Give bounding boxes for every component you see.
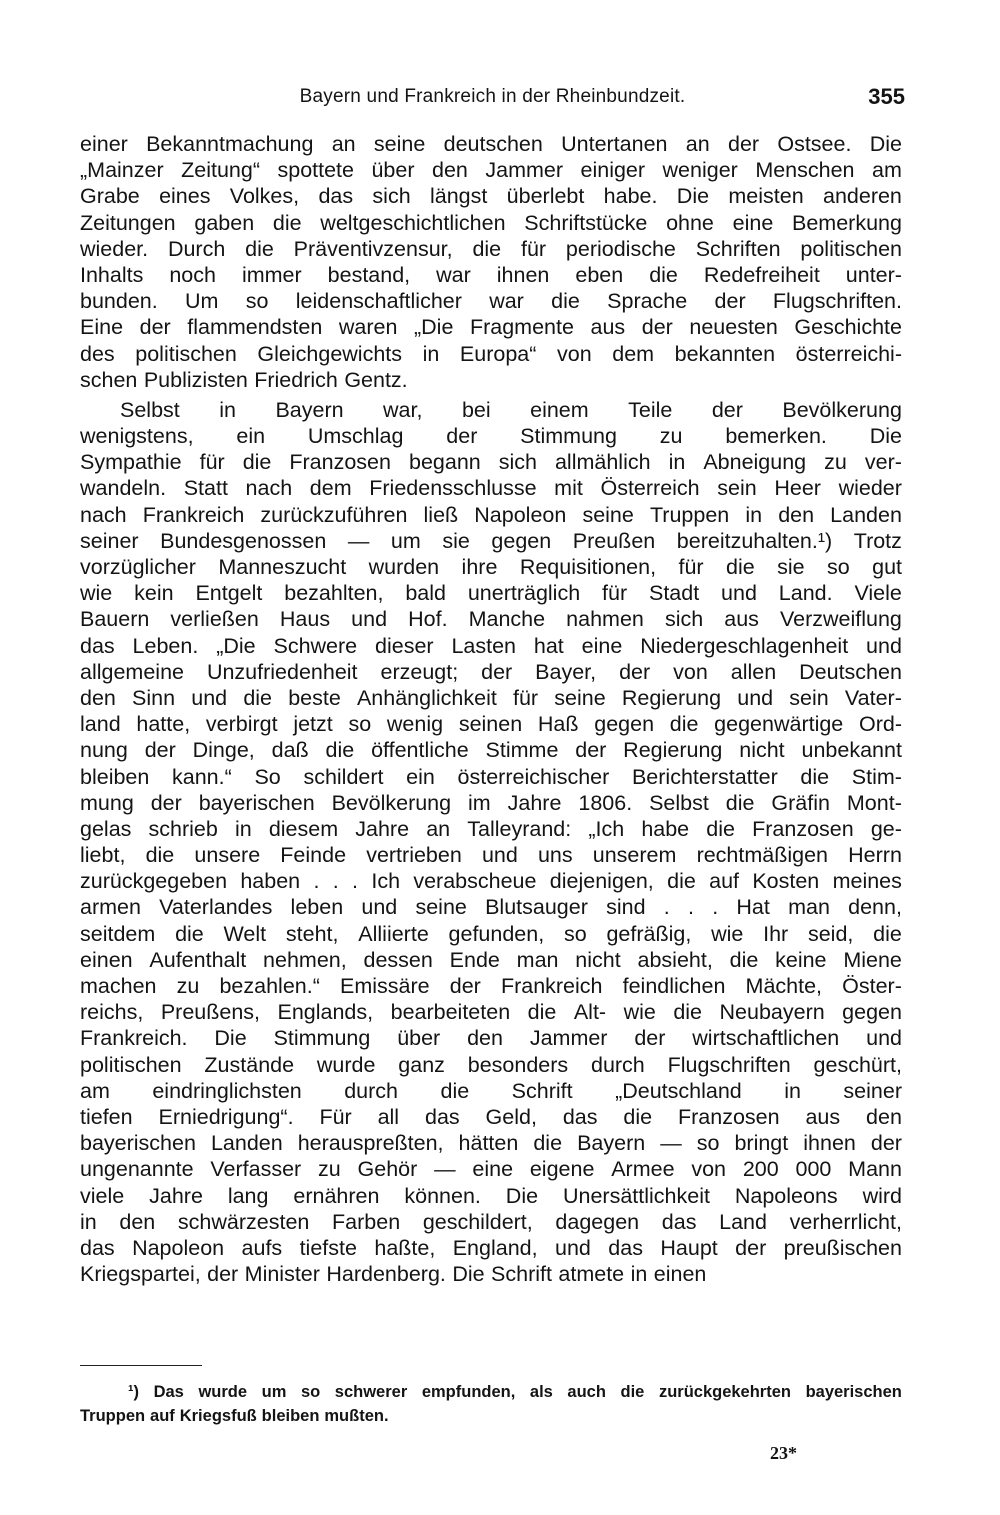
text-line: gelas schrieb in diesem Jahre an Talleyrand: „Ich habe die Franzosen ge-: [80, 816, 902, 841]
text-line: zurückgegeben haben . . . Ich verabscheue diejenigen, die auf Kosten meines: [80, 869, 902, 894]
text-line: Grabe eines Volkes, das sich längst überlebt habe. Die meisten anderen: [80, 184, 902, 209]
text-line: Selbst in Bayern war, bei einem Teile der Bevölkerung: [120, 397, 902, 422]
text-line: wieder. Durch die Präventivzensur, die für periodische Schriften politischen: [80, 236, 902, 261]
text-line: Zeitungen gaben die weltgeschichtlichen Schriftstücke ohne eine Bemerkung: [80, 210, 902, 235]
text-line: einen Aufenthalt nehmen, dessen Ende man nicht absieht, die keine Miene: [80, 947, 902, 972]
text-line: liebt, die unsere Feinde vertrieben und uns unserem rechtmäßigen Herrn: [80, 843, 902, 868]
text-line: politischen Zustände wurde ganz besonders durch Flugschriften geschürt,: [80, 1052, 902, 1077]
text-line: allgemeine Unzufriedenheit erzeugt; der Bayer, der von allen Deutschen: [80, 659, 902, 684]
text-line: nach Frankreich zurückzuführen ließ Napoleon seine Truppen in den Landen: [80, 502, 902, 527]
text-line: Inhalts noch immer bestand, war ihnen eben die Redefreiheit unter-: [80, 262, 902, 287]
footnote-rule: [80, 1365, 202, 1366]
text-line: wandeln. Statt nach dem Friedensschlusse mit Österreich sein Heer wieder: [80, 476, 902, 501]
text-line: seitdem die Welt steht, Alliierte gefunden, so gefräßig, wie Ihr seid, die: [80, 921, 902, 946]
footnote-line: Truppen auf Kriegsfuß bleiben mußten.: [80, 1407, 389, 1425]
text-line: ungenannte Verfasser zu Gehör — eine eigene Armee von 200 000 Mann: [80, 1157, 902, 1182]
text-line: bunden. Um so leidenschaftlicher war die Sprache der Flugschriften.: [80, 289, 902, 314]
running-head: [80, 84, 905, 114]
footnote-line: ¹) Das wurde um so schwerer empfunden, als auch die zurückgekehrten bayerischen: [128, 1383, 902, 1401]
text-line: am eindringlichsten durch die Schrift „Deutschland in seiner: [80, 1078, 902, 1103]
text-line: Kriegspartei, der Minister Hardenberg. Die Schrift atmete in einen: [80, 1262, 707, 1287]
text-line: in den schwärzesten Farben geschildert, dagegen das Land verherrlicht,: [80, 1209, 902, 1234]
text-line: das Leben. „Die Schwere dieser Lasten hat eine Niedergeschlagenheit und: [80, 633, 902, 658]
text-line: tiefen Erniedrigung“. Für all das Geld, das die Franzosen aus den: [80, 1104, 902, 1129]
text-line: Sympathie für die Franzosen begann sich allmählich in Abneigung zu ver-: [80, 450, 902, 475]
text-line: vorzüglicher Manneszucht wurden ihre Requisitionen, für die sie so gut: [80, 555, 902, 579]
text-line: bayerischen Landen herauspreßten, hätten die Bayern — so bringt ihnen der: [80, 1131, 902, 1156]
text-line: einer Bekanntmachung an seine deutschen Untertanen an der Ostsee. Die: [80, 132, 902, 156]
text-line: Bauern verließen Haus und Hof. Manche nahmen sich aus Verzweiflung: [80, 607, 902, 632]
text-line: wie kein Entgelt bezahlten, bald unerträglich für Stadt und Land. Viele: [80, 581, 902, 606]
text-line: mung der bayerischen Bevölkerung im Jahre 1806. Selbst die Gräfin Mont-: [80, 790, 902, 815]
text-line: den Sinn und die beste Anhänglichkeit für seine Regierung und sein Vater-: [80, 685, 902, 710]
text-line: seiner Bundesgenossen — um sie gegen Preußen bereitzuhalten.¹) Trotz: [80, 528, 902, 553]
signature-mark: 23*: [770, 1443, 797, 1463]
text-line: reichs, Preußens, Englands, bearbeiteten die Alt- wie die Neubayern gegen: [80, 1000, 902, 1025]
text-line: viele Jahre lang ernähren können. Die Unersättlichkeit Napoleons wird: [80, 1183, 902, 1208]
text-line: Eine der flammendsten waren „Die Fragmente aus der neuesten Geschichte: [80, 315, 902, 340]
text-line: land hatte, verbirgt jetzt so wenig seinen Haß gegen die gegenwärtige Ord-: [80, 712, 902, 737]
footnote: [80, 1380, 902, 1428]
text-line: schen Publizisten Friedrich Gentz.: [80, 367, 408, 392]
body-text: [80, 131, 902, 1287]
text-line: machen zu bezahlen.“ Emissäre der Frankreich feindlichen Mächte, Öster-: [80, 974, 902, 998]
text-line: des politischen Gleichgewichts in Europa“ von dem bekannten österreichi-: [80, 341, 902, 366]
text-line: das Napoleon aufs tiefste haßte, England, und das Haupt der preußischen: [80, 1235, 902, 1260]
running-title: Bayern und Frankreich in der Rheinbundzeit.: [299, 86, 686, 107]
text-line: bleiben kann.“ So schildert ein österreichischer Berichterstatter die Stim-: [80, 764, 902, 789]
text-line: wenigstens, ein Umschlag der Stimmung zu bemerken. Die: [80, 424, 902, 449]
text-line: Frankreich. Die Stimmung über den Jammer der wirtschaftlichen und: [80, 1026, 902, 1051]
text-line: „Mainzer Zeitung“ spottete über den Jammer einiger weniger Menschen am: [80, 158, 902, 183]
text-line: armen Vaterlandes leben und seine Blutsauger sind . . . Hat man denn,: [80, 895, 902, 920]
page-number: 355: [868, 84, 905, 109]
text-line: nung der Dinge, daß die öffentliche Stimme der Regierung nicht unbekannt: [80, 738, 902, 763]
